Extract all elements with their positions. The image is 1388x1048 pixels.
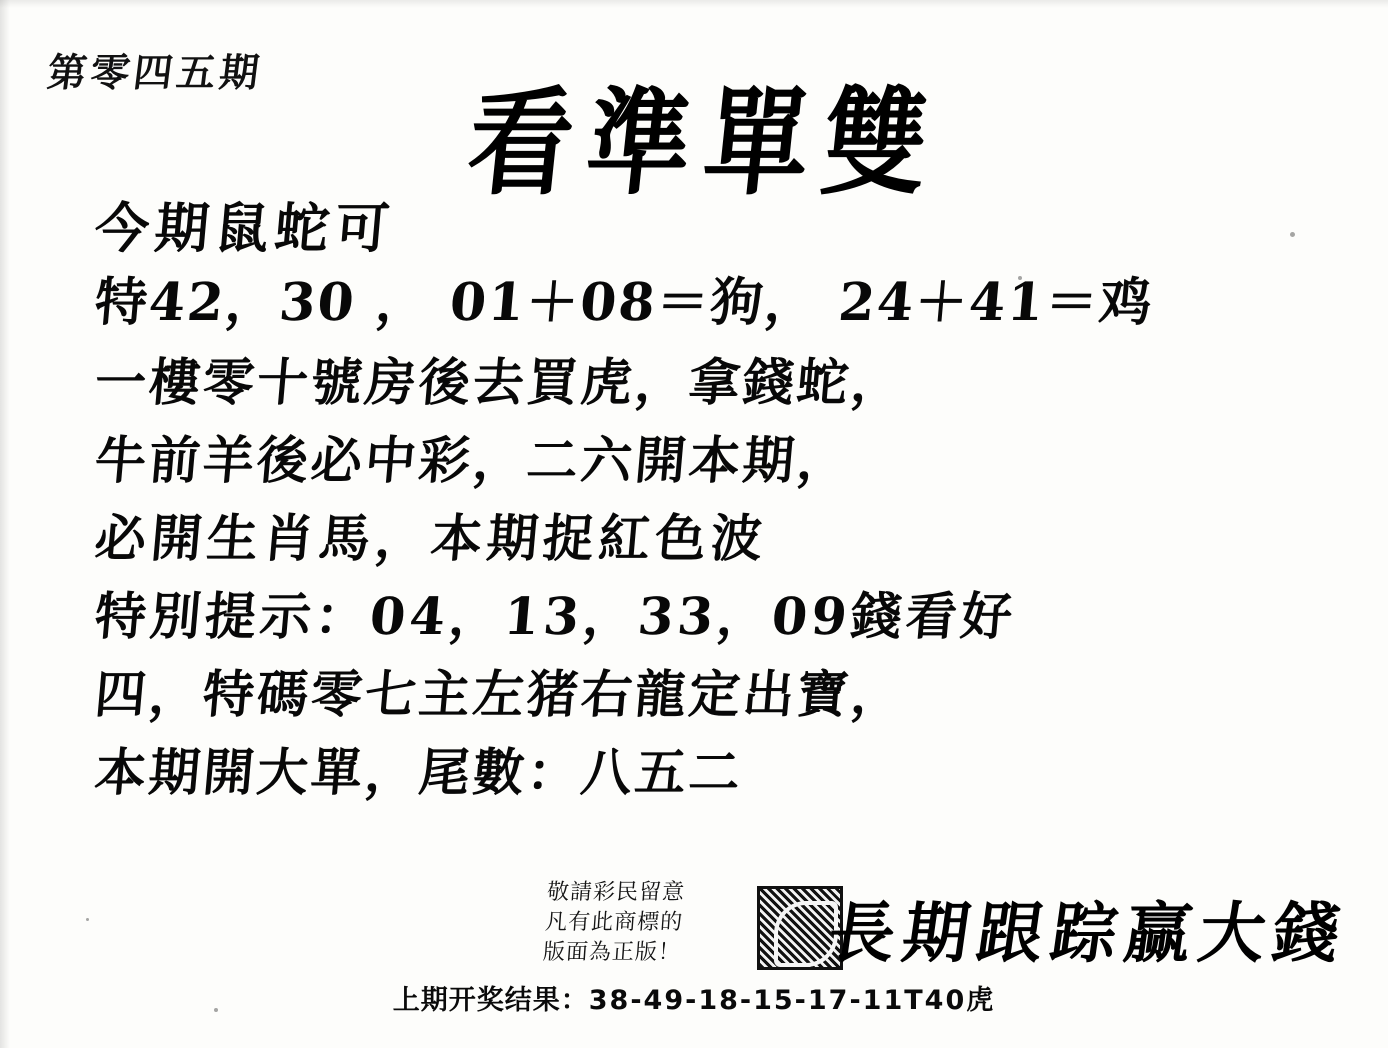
body-line-6: 特別提示：04，13，33，09錢看好	[92, 587, 1019, 647]
body-line-5: 必開生肖馬，本期捉紅色波	[92, 509, 770, 569]
scan-edge-top	[0, 0, 1388, 8]
body-line-3: 一樓零十號房後去買虎，拿錢蛇，	[92, 353, 908, 413]
previous-draw-numbers: 38-49-18-15-17-11T40虎	[588, 985, 996, 1016]
body-line-2: 特42，30 ， 01＋08＝狗， 24＋41＝鸡	[92, 272, 1157, 333]
body-line-4: 牛前羊後必中彩，二六開本期，	[92, 431, 854, 491]
issue-number: 第零四五期	[44, 50, 266, 96]
scan-speck	[86, 918, 89, 921]
authenticity-note-line-2: 凡有此商標的	[544, 910, 684, 935]
poster-title: 看準單雙	[461, 73, 949, 212]
scan-edge-left	[0, 0, 10, 1048]
body-line-1: 今期鼠蛇可	[92, 196, 398, 260]
authenticity-note-line-3: 版面為正版！	[542, 940, 682, 965]
previous-draw-result	[0, 978, 1388, 1017]
poster-body	[92, 196, 1325, 812]
body-line-7: 四，特碼零七主左猪右龍定出寶，	[92, 665, 908, 725]
authenticity-note-line-1: 敬請彩民留意	[546, 880, 687, 905]
previous-draw-label: 上期开奖结果：	[392, 985, 589, 1016]
body-line-8: 本期開大單，尾數：八五二	[92, 743, 746, 803]
slogan-text: 長期跟踪赢大錢	[823, 894, 1353, 972]
authenticity-note	[542, 878, 686, 968]
